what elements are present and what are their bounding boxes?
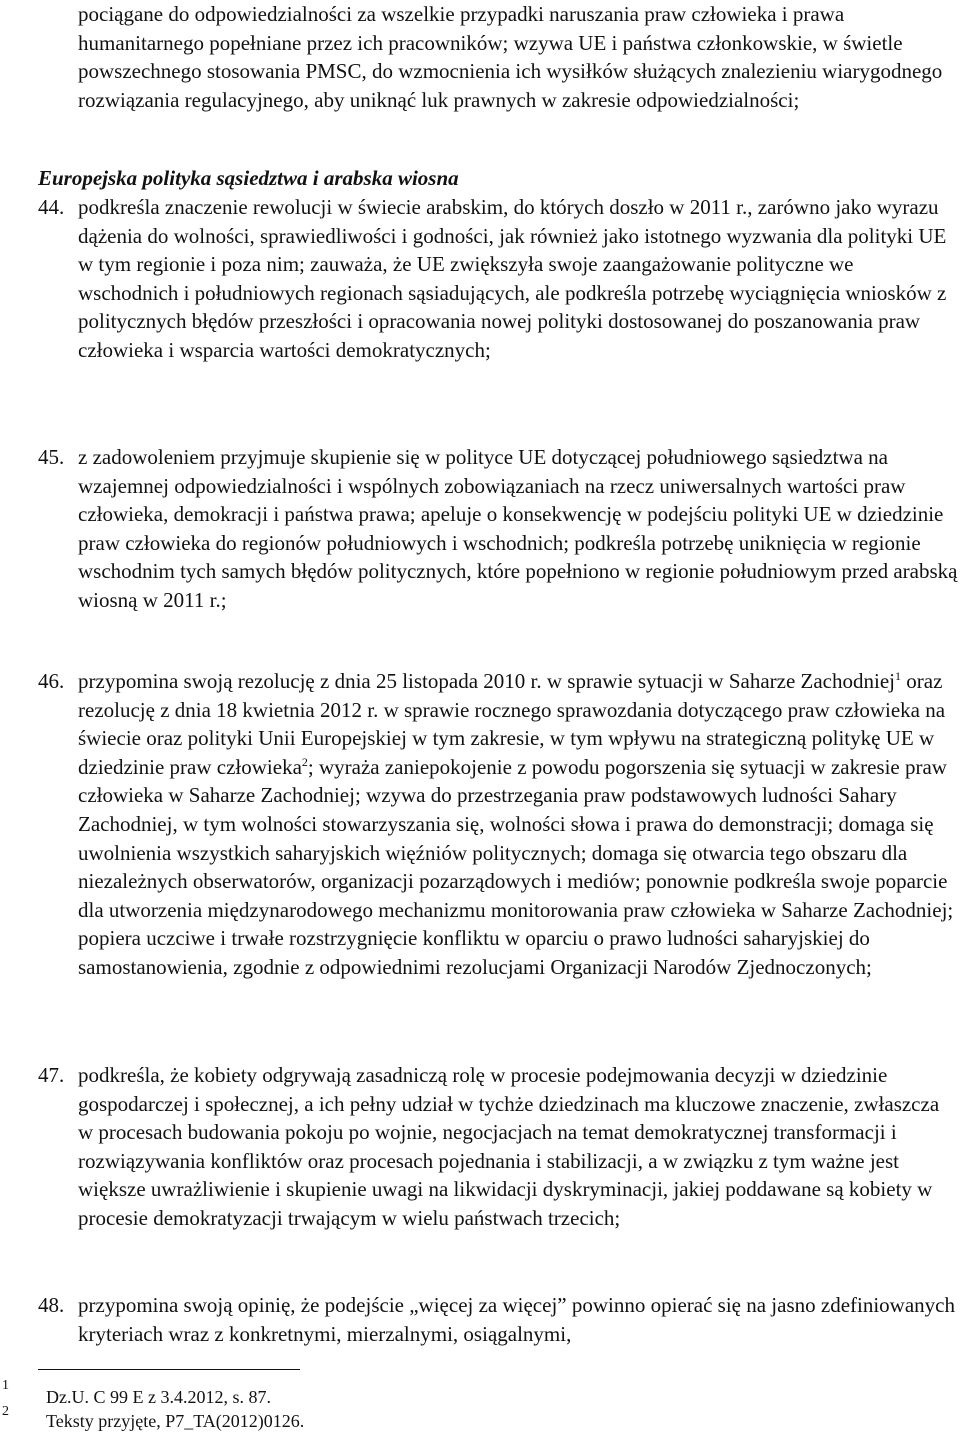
- paragraph-46-text-b: oraz rezolucję z dnia 18 kwietnia 2012 r. w sprawie rocznego sprawozdania dotyczącego praw człowieka na świecie oraz polityki Unii Europejskiej w tym zakresie, w tym wpływu na strategiczną politykę UE w dziedzinie praw człowieka: [78, 669, 946, 779]
- footnote-text-1: Dz.U. C 99 E z 3.4.2012, s. 87.: [46, 1387, 271, 1407]
- footnote-mark-1: 1: [2, 1378, 9, 1393]
- footnote-ref-1[interactable]: 1: [895, 669, 901, 683]
- paragraph-number-44: 44.: [38, 195, 65, 219]
- footnote-mark-2: 2: [2, 1404, 9, 1419]
- paragraph-number-46: 46.: [38, 669, 65, 693]
- paragraph-46-text-c: ; wyraża zaniepokojenie z powodu pogorszenia się sytuacji w zakresie praw człowieka w Saharze Zachodniej; wzywa do przestrzegania praw podstawowych ludności Sahary Zachodniej, w tym wolności stowarzyszania się, wolności słowa i prawa do demonstracji; domaga się uwolnienia wszystkich saharyjskich więźniów politycznych; domaga się otwarcia tego obszaru dla niezależnych obserwatorów, organizacji pozarządowych i mediów; ponownie podkreśla swoje poparcie dla utworzenia międzynarodowego mechanizmu monitorowania praw człowieka w Saharze Zachodniej; popiera uczciwe i trwałe rozstrzygnięcie konfliktu w oparciu o prawo ludności saharyjskiej do samostanowienia, zgodnie z odpowiednimi rezolucjami Organizacji Narodów Zjednoczonych;: [78, 754, 954, 979]
- paragraph-number-45: 45.: [38, 445, 65, 469]
- section-heading: Europejska polityka sąsiedztwa i arabska wiosna: [38, 166, 459, 190]
- footnote-text-2: Teksty przyjęte, P7_TA(2012)0126.: [46, 1411, 305, 1431]
- paragraph-46: [78, 667, 958, 982]
- footnote-separator: [38, 1369, 300, 1370]
- footnote-ref-2[interactable]: 2: [301, 754, 308, 769]
- paragraph-number-48: 48.: [38, 1293, 65, 1317]
- intro-paragraph: pociągane do odpowiedzialności za wszelkie przypadki naruszania praw człowieka i prawa humanitarnego popełniane przez ich pracowników; wzywa UE i państwa członkowskie, w świetle powszechnego stosowania PMSC, do wzmocnienia ich wysiłków służących znalezieniu wiarygodnego rozwiązania regulacyjnego, aby uniknąć luk prawnych w zakresie odpowiedzialności;: [78, 2, 943, 112]
- paragraph-45: z zadowoleniem przyjmuje skupienie się w polityce UE dotyczącej południowego sąsiedztwa na wzajemnej odpowiedzialności i wspólnych zobowiązaniach na rzecz uniwersalnych wartości praw człowieka, demokracji i państwa prawa; apeluje o konsekwencję w podejściu polityki UE w dziedzinie praw człowieka do regionów południowych i wschodnich; podkreśla potrzebę uniknięcia w regionie wschodnim tych samych błędów politycznych, które popełniono w regionie południowym przed arabską wiosną w 2011 r.;: [78, 445, 958, 612]
- paragraph-47: podkreśla, że kobiety odgrywają zasadniczą rolę w procesie podejmowania decyzji w dziedzinie gospodarczej i społecznej, a ich pełny udział w tychże dziedzinach ma kluczowe znaczenie, zwłaszcza w procesach budowania pokoju po wojnie, negocjacjach na temat demokratycznej transformacji i rozwiązywania konfliktów oraz procesach pojednania i stabilizacji, a w związku z tym ważne jest większe uwrażliwienie i skupienie uwagi na likwidacji dyskryminacji, jakiej poddawane są kobiety w procesie demokratyzacji trwającym w wielu państwach trzecich;: [78, 1063, 940, 1230]
- paragraph-48: przypomina swoją opinię, że podejście „więcej za więcej” powinno opierać się na jasno zdefiniowanych kryteriach wraz z konkretnymi, mierzalnymi, osiągalnymi,: [78, 1293, 955, 1346]
- paragraph-44: podkreśla znaczenie rewolucji w świecie arabskim, do których doszło w 2011 r., zarówno jako wyrazu dążenia do wolności, sprawiedliwości i godności, jak również jako istotnego wyzwania dla polityki UE w tym regionie i poza nim; zauważa, że UE zwiększyła swoje zaangażowanie polityczne we wschodnich i południowych regionach sąsiadujących, ale podkreśla potrzebę wyciągnięcia wniosków z politycznych błędów przeszłości i opracowania nowej polityki dostosowanej do poszanowania praw człowieka i wsparcia wartości demokratycznych;: [78, 195, 947, 362]
- paragraph-46-text-a: przypomina swoją rezolucję z dnia 25 listopada 2010 r. w sprawie sytuacji w Saharze Zachodniej: [78, 669, 895, 693]
- paragraph-number-47: 47.: [38, 1063, 65, 1087]
